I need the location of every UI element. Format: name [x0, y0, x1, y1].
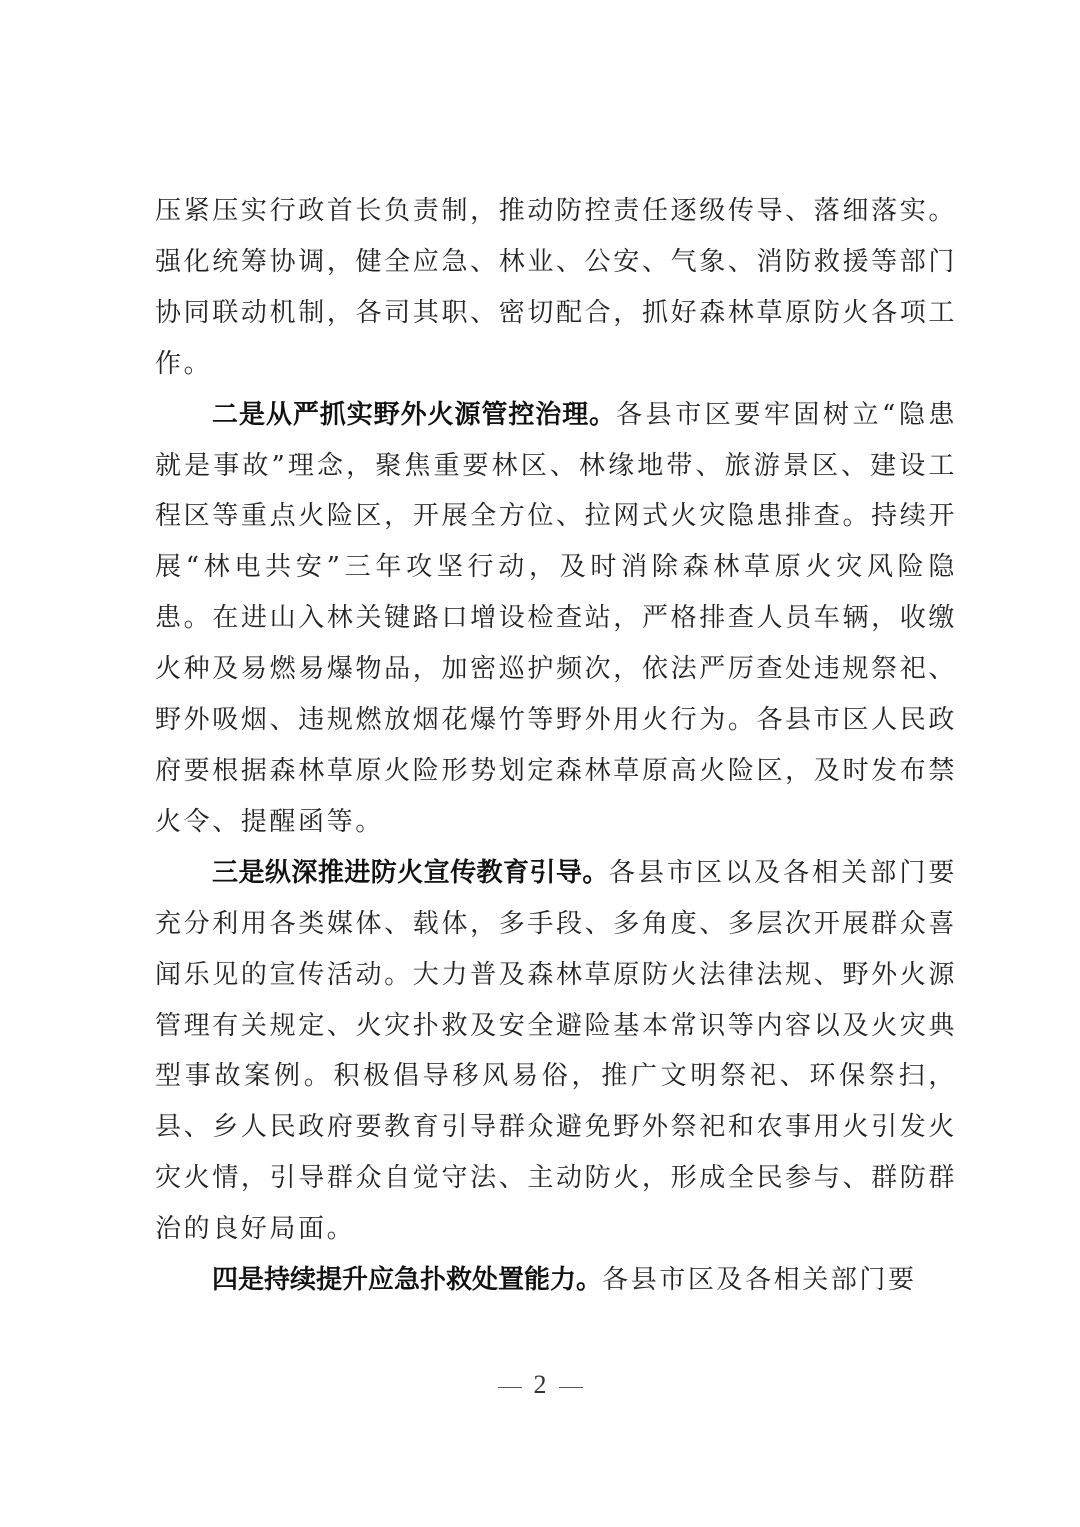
paragraph-text: 各县市区及各相关部门要 [602, 1265, 917, 1296]
paragraph-text: 各县市区要牢固树立“隐患就是事故”理念，聚焦重要林区、林缘地带、旅游景区、建设工程区等重点火险区，开展全方位、拉网式火灾隐患排查。持续开展“林电共安”三年攻坚行动，及时消除森林草原火灾风险隐患。在进山入林关键路口增设检查站，严格排查人员车辆，收缴火种及易燃易爆物品，加密巡护频次，依法严厉查处违规祭祀、野外吸烟、违规燃放烟花爆竹等野外用火行为。各县市区人民政府要根据森林草原火险形势划定森林草原高火险区，及时发布禁火令、提醒函等。 [155, 399, 957, 837]
paragraph-lead: 二是从严抓实野外火源管控治理。 [212, 399, 617, 430]
paragraph-text: 各县市区以及各相关部门要充分利用各类媒体、载体，多手段、多角度、多层次开展群众喜闻乐见的宣传活动。大力普及森林草原防火法律法规、野外火源管理有关规定、火灾扑救及安全避险基本常识等内容以及火灾典型事故案例。积极倡导移风易俗，推广文明祭祀、环保祭扫，县、乡人民政府要教育引导群众避免野外祭祀和农事用火引发火灾火情，引导群众自觉守法、主动防火，形成全民参与、群防群治的良好局面。 [155, 857, 957, 1245]
document-page-body [155, 186, 957, 1306]
paragraph-lead: 三是纵深推进防火宣传教育引导。 [212, 857, 609, 888]
dash-left-decoration [498, 1387, 522, 1388]
paragraph-text: 压紧压实行政首长负责制，推动防控责任逐级传导、落细落实。强化统筹协调，健全应急、林业、公安、气象、消防救援等部门协同联动机制，各司其职、密切配合，抓好森林草原防火各项工作。 [155, 196, 957, 379]
dash-right-decoration [559, 1387, 583, 1388]
paragraph-publicity-education [155, 848, 957, 1255]
paragraph-continued [155, 186, 957, 390]
paragraph-fire-source-control [155, 390, 957, 848]
page-number-footer [0, 1370, 1080, 1400]
paragraph-emergency-response [155, 1255, 957, 1306]
page-number: 2 [533, 1370, 547, 1399]
paragraph-lead: 四是持续提升应急扑救处置能力。 [212, 1265, 603, 1296]
